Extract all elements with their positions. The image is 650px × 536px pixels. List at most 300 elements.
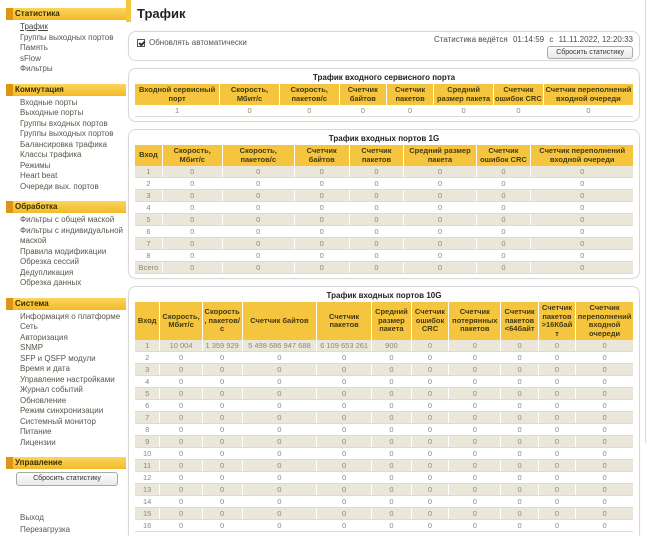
cell: 0 [162,178,222,190]
cell: 0 [242,400,317,412]
cell: 0 [202,484,242,496]
cell: 0 [372,376,412,388]
cell: 0 [202,508,242,520]
cell: 0 [476,250,531,262]
cell: 0 [404,190,476,202]
table-header-row [135,84,633,105]
cell: 0 [372,388,412,400]
table-row [135,484,633,496]
cell: 0 [476,166,531,178]
cell: 0 [501,340,538,352]
sidebar-section-title: Обработка [15,202,58,211]
cell: 3 [135,190,162,202]
cell: 11 [135,460,160,472]
sidebar-item[interactable]: Время и дата [20,364,70,373]
cell: 0 [538,400,575,412]
table-row [135,508,633,520]
cell: 0 [501,364,538,376]
cell: 0 [242,448,317,460]
section-accent-icon [6,457,13,469]
table-row [135,166,633,178]
table-row [135,238,633,250]
cell: 0 [531,190,633,202]
cell: 0 [501,496,538,508]
table-row [135,214,633,226]
ports-10g-panel [128,286,640,536]
cell: 0 [538,484,575,496]
cell: 0 [576,364,633,376]
cell: 0 [160,352,202,364]
column-header: Счетчик потерянных пакетов [449,302,501,340]
cell: 0 [222,166,294,178]
cell: 0 [242,412,317,424]
cell: 0 [449,508,501,520]
cell: 0 [202,400,242,412]
cell: 0 [317,388,372,400]
cell: 0 [449,424,501,436]
page-title-row [128,4,640,28]
table-row [135,496,633,508]
cell: 0 [349,202,404,214]
sidebar-item[interactable]: Трафик [20,22,48,31]
cell: 0 [449,340,501,352]
table-row [135,400,633,412]
table-row [135,472,633,484]
table-row [135,250,633,262]
cell: 0 [411,460,448,472]
sidebar-item[interactable]: Heart beat [20,171,58,180]
cell: 0 [222,214,294,226]
cell: 0 [449,388,501,400]
cell: 0 [162,226,222,238]
sidebar-item[interactable]: Обрезка сессий [20,257,79,266]
cell: 0 [501,400,538,412]
cell: 0 [538,412,575,424]
section-accent-icon [6,298,13,310]
table-row [135,424,633,436]
sidebar-item[interactable]: Балансировка трафика [20,139,107,149]
cell: 0 [162,262,222,274]
cell: 5 498 686 947 688 [242,340,317,352]
cell: 0 [317,484,372,496]
cell: 0 [404,250,476,262]
sidebar-section-title: Коммутация [15,84,64,94]
cell: 0 [160,484,202,496]
cell: 1 [135,340,160,352]
sidebar-item[interactable]: Правила модификации [20,246,107,256]
column-header: Счетчик байтов [294,145,349,166]
cell: 0 [222,238,294,250]
cell: 0 [531,262,633,274]
cell: 2 [135,352,160,364]
cell: 0 [349,238,404,250]
column-header: Счетчик переполнений входной очереди [531,145,633,166]
sidebar-item[interactable]: Питание [20,427,52,436]
cell: 0 [294,250,349,262]
cell: 0 [476,214,531,226]
cell: 0 [160,364,202,376]
cell: 0 [317,448,372,460]
cell: 0 [202,436,242,448]
cell: 0 [317,472,372,484]
cell: 0 [317,460,372,472]
sidebar-item[interactable]: Режим синхронизации [20,406,104,415]
cell: 0 [294,166,349,178]
cell: 0 [531,166,633,178]
cell: 0 [576,412,633,424]
column-header: Вход [135,302,160,340]
cell: 0 [538,520,575,532]
cell: 0 [202,388,242,400]
cell: 0 [317,412,372,424]
sidebar-item[interactable]: SFP и QSFP модули [20,353,96,363]
sidebar-item[interactable]: Фильтры [20,64,53,73]
cell: 0 [501,424,538,436]
cell: 7 [135,238,162,250]
sidebar-footer [6,512,126,536]
cell: 0 [160,400,202,412]
sidebar-section [6,457,126,486]
cell: 0 [501,508,538,520]
cell: 0 [411,496,448,508]
table-title: Трафик входного сервисного порта [135,73,633,84]
sidebar-item[interactable]: Обновление [20,395,67,405]
cell: 0 [576,424,633,436]
cell: 0 [372,436,412,448]
cell: 0 [317,376,372,388]
cell: 0 [317,400,372,412]
sidebar-sections [6,8,126,486]
toolbar-panel [128,31,640,61]
column-header: Счетчик ошибок CRC [494,84,544,105]
cell: 0 [372,496,412,508]
sidebar-footer-link[interactable]: Перезагрузка [20,525,71,534]
ports-1g-panel [128,129,640,279]
cell: 0 [220,105,280,117]
cell: 6 [135,400,160,412]
cell: 0 [476,178,531,190]
table-header-row [135,302,633,340]
cell: 0 [222,250,294,262]
cell: 0 [411,412,448,424]
column-header: Скорость, Мбит/с [162,145,222,166]
cell: 0 [576,388,633,400]
table-title: Трафик входных портов 10G [135,291,633,302]
sidebar-section-header [6,457,126,469]
cell: 0 [434,105,494,117]
column-header: Счетчик байтов [242,302,317,340]
cell: 0 [538,448,575,460]
sidebar-reset-button[interactable]: Сбросить статистику [16,472,118,486]
cell: 0 [160,424,202,436]
sidebar-section [6,298,126,449]
sidebar-item[interactable]: sFlow [20,53,41,63]
cell: 0 [294,214,349,226]
cell: 0 [372,352,412,364]
column-header: Вход [135,145,162,166]
cell: 0 [501,412,538,424]
cell: 0 [476,190,531,202]
cell: 0 [162,166,222,178]
cell: 0 [162,202,222,214]
cell: 0 [202,520,242,532]
cell: 0 [501,436,538,448]
section-accent-icon [6,201,13,213]
service-port-panel [128,68,640,122]
sidebar-item[interactable]: Фильтры с индивидуальной маской [20,225,124,245]
cell: 10 004 [160,340,202,352]
column-header: Счетчик переполнений входной очереди [543,84,633,105]
cell: 0 [538,364,575,376]
column-header: Счетчик ошибок CRC [411,302,448,340]
cell: 0 [242,352,317,364]
cell: 0 [449,484,501,496]
column-header: Средний размер пакета [434,84,494,105]
sidebar-item[interactable]: Информация о платформе [20,311,121,321]
cell: 0 [576,484,633,496]
cell: 0 [576,400,633,412]
cell: 0 [160,472,202,484]
cell: 0 [501,460,538,472]
sidebar-item[interactable]: Входные порты [20,97,78,107]
table-row [135,262,633,274]
cell: 0 [411,364,448,376]
table-title: Трафик входных портов 1G [135,134,633,145]
cell: 0 [242,472,317,484]
cell: 0 [349,262,404,274]
sidebar-item[interactable]: Обрезка данных [20,278,82,287]
sidebar-item[interactable]: Группы входных портов [20,118,108,128]
cell: 0 [476,262,531,274]
cell: 12 [135,472,160,484]
stats-line [431,35,633,44]
sidebar-item[interactable]: Системный монитор [20,416,96,426]
sidebar-item[interactable]: Сеть [20,322,38,331]
cell: 0 [576,508,633,520]
cell: 0 [162,214,222,226]
cell: 0 [242,364,317,376]
sidebar-item[interactable]: Память [20,43,48,52]
sidebar-item[interactable]: Классы трафика [20,150,82,159]
cell: 0 [449,472,501,484]
sidebar-section-title: Статистика [15,9,60,18]
table-row [135,448,633,460]
cell: 0 [202,496,242,508]
cell: 8 [135,250,162,262]
cell: 0 [501,388,538,400]
cell: 0 [317,520,372,532]
cell: 0 [242,376,317,388]
sidebar-item[interactable]: Журнал событий [20,385,83,394]
auto-refresh-toggle[interactable] [137,38,247,47]
sidebar-section [6,201,126,289]
main-content [126,0,650,530]
cell: 0 [372,484,412,496]
cell: 0 [279,105,339,117]
cell: 0 [538,340,575,352]
sidebar-item[interactable]: SNMP [20,343,44,352]
cell: 0 [372,460,412,472]
cell: 0 [501,376,538,388]
column-header: Средний размер пакета [404,145,476,166]
cell: 5 [135,388,160,400]
cell: 0 [531,238,633,250]
column-header: Счетчик пакетов [349,145,404,166]
cell: 0 [202,448,242,460]
reset-statistics-button[interactable]: Сбросить статистику [547,46,633,59]
table-row [135,105,633,117]
cell: 0 [160,388,202,400]
cell: 0 [294,262,349,274]
cell: 0 [160,496,202,508]
cell: 0 [202,472,242,484]
cell: 0 [202,424,242,436]
cell: 0 [576,460,633,472]
cell: 0 [576,520,633,532]
sidebar-section [6,84,126,193]
cell: 4 [135,376,160,388]
sidebar-item[interactable]: Очереди вых. портов [20,181,99,191]
cell: 10 [135,448,160,460]
table-row [135,340,633,352]
cell: 0 [372,472,412,484]
table-row [135,190,633,202]
cell: 0 [449,364,501,376]
section-accent-icon [6,8,13,20]
cell: 0 [242,460,317,472]
cell: 0 [202,460,242,472]
table-row [135,352,633,364]
auto-refresh-checkbox[interactable] [137,39,145,47]
cell: 0 [576,496,633,508]
cell: 1 [135,166,162,178]
sidebar-section [6,8,126,75]
cell: 0 [372,412,412,424]
cell: 900 [372,340,412,352]
cell: 0 [294,178,349,190]
cell: 0 [404,238,476,250]
sidebar-item[interactable]: Выходные порты [20,108,84,117]
cell: 0 [242,424,317,436]
cell: 0 [411,340,448,352]
cell: 0 [386,105,433,117]
cell: 0 [449,352,501,364]
cell: 5 [135,214,162,226]
cell: 0 [349,226,404,238]
cell: 0 [576,340,633,352]
cell: 0 [202,376,242,388]
cell: 0 [160,508,202,520]
cell: 2 [135,178,162,190]
cell: 0 [317,352,372,364]
sidebar-item[interactable]: Управление настройками [20,374,115,384]
stats-since: 11.11.2022, 12:20:33 [558,35,633,44]
cell: 0 [538,496,575,508]
cell: 0 [501,448,538,460]
cell: 0 [538,436,575,448]
cell: 0 [449,400,501,412]
sidebar-section-header [6,84,126,96]
cell: 0 [411,508,448,520]
table-row [135,178,633,190]
cell: 0 [449,496,501,508]
cell: 0 [538,472,575,484]
cell: 0 [411,436,448,448]
cell: 0 [449,520,501,532]
sidebar-section-header [6,201,126,213]
cell: 0 [543,105,633,117]
stats-since-prep: с [549,35,554,44]
sidebar-item[interactable]: Фильтры с общей маской [20,215,115,224]
sidebar-item[interactable]: Режимы [20,160,51,170]
cell: 0 [372,424,412,436]
sidebar-item[interactable]: Лицензии [20,437,56,447]
cell: 0 [538,376,575,388]
cell: 0 [538,460,575,472]
cell: 0 [160,412,202,424]
cell: 0 [411,448,448,460]
cell: 0 [349,190,404,202]
cell: 0 [411,352,448,364]
cell: 9 [135,436,160,448]
cell: 0 [222,202,294,214]
sidebar-section-header [6,8,126,20]
sidebar-item[interactable]: Группы выходных портов [20,129,114,138]
cell: 0 [531,226,633,238]
table-row [135,226,633,238]
cell: 0 [317,364,372,376]
cell: 0 [404,178,476,190]
cell: 7 [135,412,160,424]
cell: 0 [476,238,531,250]
page-title: Трафик [137,6,186,21]
table-row [135,364,633,376]
sidebar-item[interactable]: Авторизация [20,332,68,342]
cell: 0 [160,436,202,448]
column-header: Счетчик пакетов >16Кбайт [538,302,575,340]
column-header: Скорость, пакетов/с [202,302,242,340]
cell: 0 [222,190,294,202]
table-row [135,412,633,424]
sidebar-item[interactable]: Группы выходных портов [20,32,114,42]
cell: 0 [531,202,633,214]
cell: 0 [242,388,317,400]
cell: 4 [135,202,162,214]
ports-1g-table [135,134,633,274]
cell: 0 [404,262,476,274]
cell: 0 [501,484,538,496]
cell: 0 [222,226,294,238]
cell: 0 [531,178,633,190]
cell: 0 [576,352,633,364]
cell: 0 [501,520,538,532]
column-header: Скорость, пакетов/с [279,84,339,105]
table-row [135,460,633,472]
cell: 6 [135,226,162,238]
table-row [135,436,633,448]
cell: 0 [294,202,349,214]
cell: 0 [162,250,222,262]
sidebar-footer-link[interactable]: Выход [20,513,44,522]
sidebar-item[interactable]: Дедупликация [20,267,74,277]
cell: 8 [135,424,160,436]
cell: 0 [202,412,242,424]
cell: 0 [476,226,531,238]
cell: 0 [242,436,317,448]
cell: 0 [449,376,501,388]
cell: 0 [242,496,317,508]
cell: 0 [538,508,575,520]
